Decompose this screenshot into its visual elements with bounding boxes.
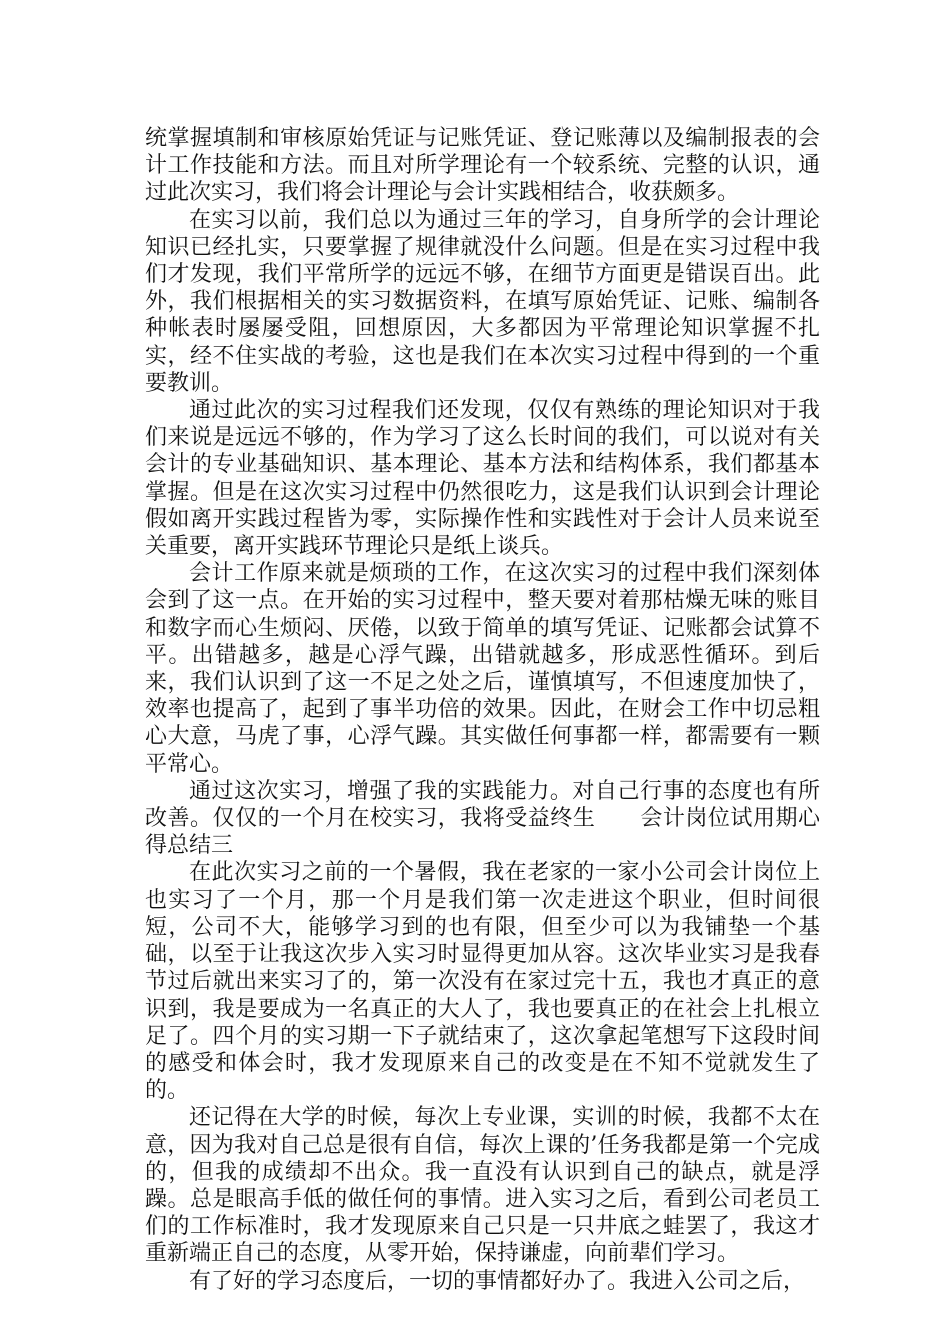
paragraph-8: 有了好的学习态度后，一切的事情都好办了。我进入公司之后， — [189, 1268, 806, 1294]
paragraph-7: 还记得在大学的时候，每次上专业课，实训的时候，我都不太在意，因为我对自己总是很有自信，每次上课的’任务我都是第一个完成的，但我的成绩却不出众。我一直没有认识到自己的缺点，就是浮躁。总是眼高手低的做任何的事情。进入实习之后，看到公司老员工们的工作标准时，我才发现原来自己只是一只井底之蛙罢了，我这才重新端正自己的态度，从零开始，保持谦虚，向前辈们学习。 — [145, 1105, 820, 1267]
paragraph-4: 会计工作原来就是烦琐的工作，在这次实习的过程中我们深刻体会到了这一点。在开始的实习过程中，整天要对着那枯燥无味的账目和数字而心生烦闷、厌倦，以致于简单的填写凭证、记账都会试算不平。出错越多，越是心浮气躁，出错就越多，形成恶性循环。到后来，我们认识到了这一不足之处之后，谨慎填写，不但速度加快了，效率也提高了，起到了事半功倍的效果。因此，在财会工作中切忌粗心大意，马虎了事，心浮气躁。其实做任何事都一样，都需要有一颗平常心。 — [145, 561, 820, 777]
paragraph-5: 通过这次实习，增强了我的实践能力。对自己行事的态度也有所改善。仅仅的一个月在校实习，我将受益终生 会计岗位试用期心得总结三 — [145, 778, 820, 859]
paragraph-1: 统掌握填制和审核原始凭证与记账凭证、登记账薄以及编制报表的会计工作技能和方法。而且对所学理论有一个较系统、完整的认识，通过此次实习，我们将会计理论与会计实践相结合，收获颇多。 — [145, 126, 820, 206]
document-body — [145, 125, 820, 1295]
paragraph-2: 在实习以前，我们总以为通过三年的学习，自身所学的会计理论知识已经扎实，只要掌握了规律就没什么问题。但是在实习过程中我们才发现，我们平常所学的远远不够，在细节方面更是错误百出。此外，我们根据相关的实习数据资料，在填写原始凭证、记账、编制各种帐表时屡屡受阻，回想原因，大多都因为平常理论知识掌握不扎实，经不住实战的考验，这也是我们在本次实习过程中得到的一个重要教训。 — [145, 207, 820, 396]
paragraph-6: 在此次实习之前的一个暑假，我在老家的一家小公司会计岗位上也实习了一个月，那一个月是我们第一次走进这个职业，但时间很短，公司不大，能够学习到的也有限，但至少可以为我铺垫一个基础，以至于让我这次步入实习时显得更加从容。这次毕业实习是我春节过后就出来实习了的，第一次没有在家过完十五，我也才真正的意识到，我是要成为一名真正的大人了，我也要真正的在社会上扎根立足了。四个月的实习期一下子就结束了，这次拿起笔想写下这段时间的感受和体会时，我才发现原来自己的改变是在不知不觉就发生了的。 — [145, 860, 820, 1104]
paragraph-3: 通过此次的实习过程我们还发现，仅仅有熟练的理论知识对于我们来说是远远不够的，作为学习了这么长时间的我们，可以说对有关会计的专业基础知识、基本理论、基本方法和结构体系，我们都基本掌握。但是在这次实习过程中仍然很吃力，这是我们认识到会计理论假如离开实践过程皆为零，实际操作性和实践性对于会计人员来说至关重要，离开实践环节理论只是纸上谈兵。 — [145, 398, 820, 560]
